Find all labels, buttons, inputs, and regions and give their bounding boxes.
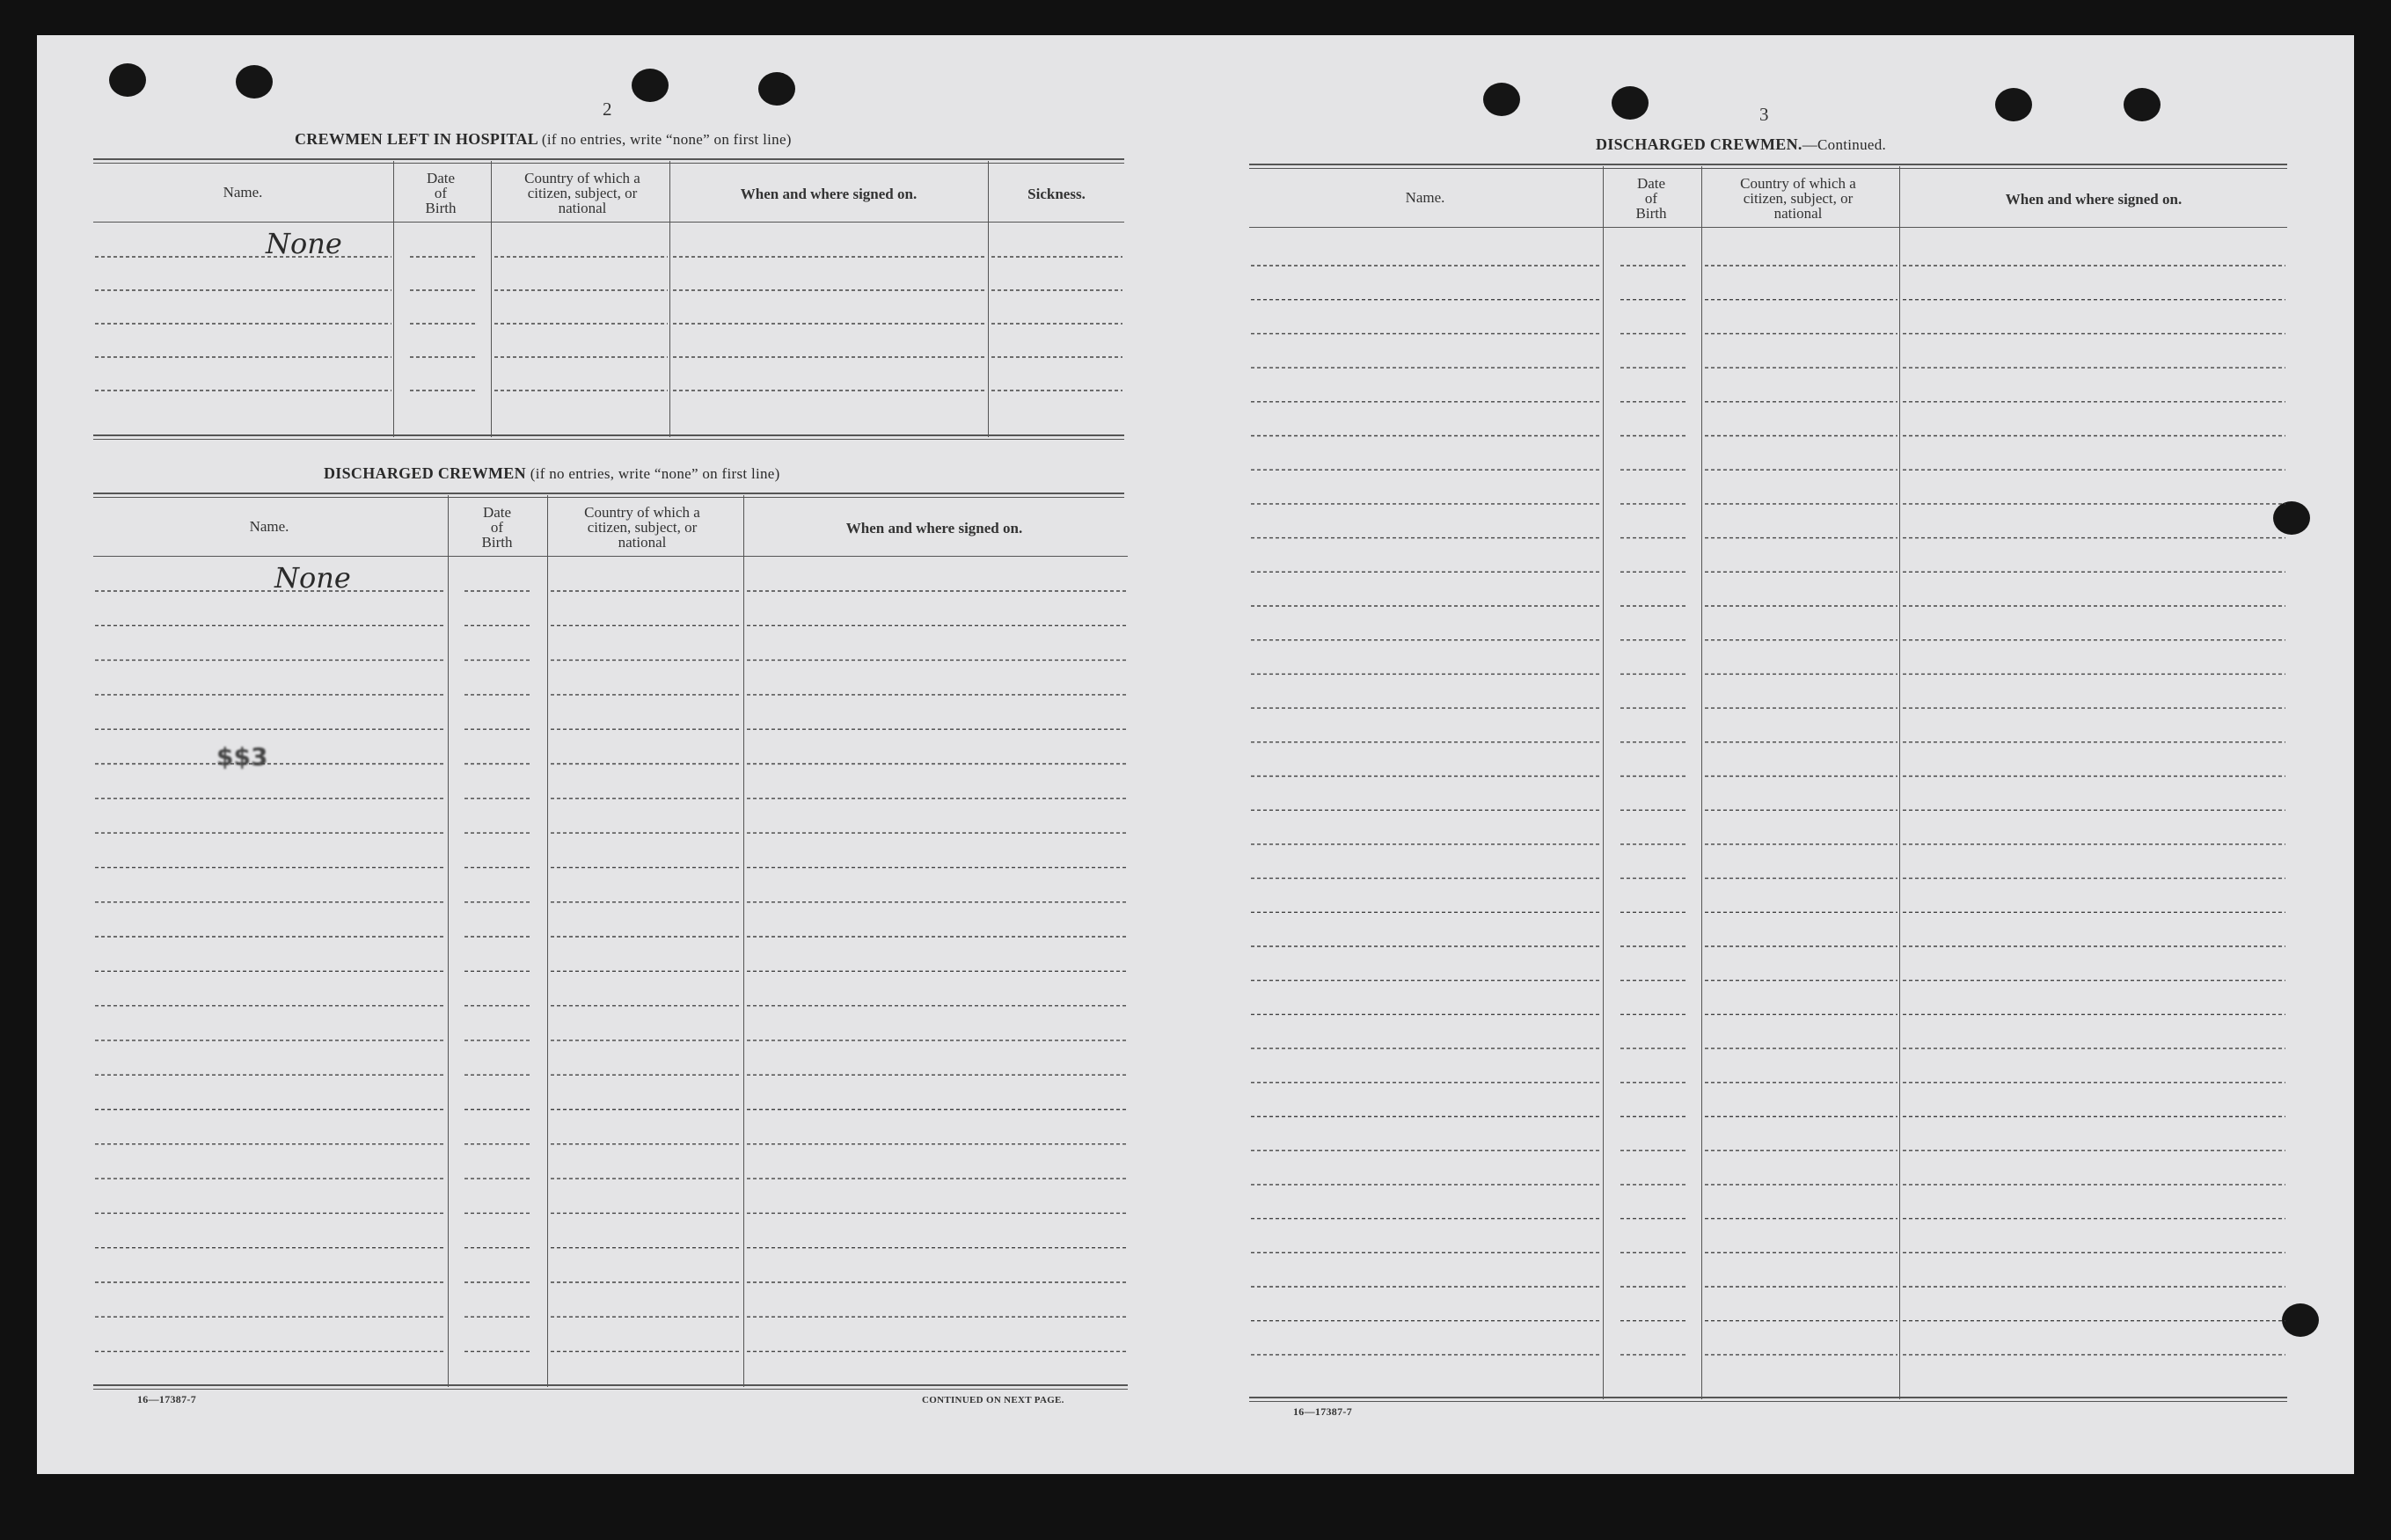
hospital-col-sickness: Sickness.	[1027, 186, 1086, 202]
right-col-signed: When and where signed on.	[2005, 191, 2183, 208]
discharged-title-text: DISCHARGED CREWMEN	[324, 464, 526, 482]
discharged-title-note: (if no entries, write “none” on first line)	[530, 465, 780, 482]
right-form-number: 16—17387-7	[1293, 1405, 1352, 1418]
right-col-country: Country of which a citizen, subject, or national	[1740, 175, 1856, 222]
hospital-col-country: Country of which a citizen, subject, or national	[524, 170, 640, 216]
hospital-col-dob: Date of Birth	[425, 170, 457, 216]
right-title-text: DISCHARGED CREWMEN.	[1596, 135, 1802, 153]
left-form-number: 16—17387-7	[137, 1393, 196, 1405]
discharged-col-signed: When and where signed on.	[845, 520, 1023, 536]
right-page-number: 3	[1759, 104, 1769, 125]
right-col-name: Name.	[1405, 189, 1445, 206]
discharged-col-dob: Date of Birth	[481, 504, 513, 551]
hospital-col-signed: When and where signed on.	[740, 186, 918, 202]
hospital-col-name: Name.	[223, 184, 263, 201]
hospital-title-note: (if no entries, write “none” on first line)	[541, 131, 792, 148]
right-col-dob: Date of Birth	[1635, 175, 1667, 222]
stamp-mark: $$3	[216, 742, 268, 771]
continued-note: CONTINUED ON NEXT PAGE.	[922, 1395, 1064, 1405]
right-title-suffix: —Continued.	[1802, 136, 1887, 153]
hospital-entry-none: None	[266, 227, 342, 260]
discharged-col-name: Name.	[249, 518, 289, 535]
discharged-col-country: Country of which a citizen, subject, or national	[584, 504, 700, 551]
discharged-entry-none: None	[274, 561, 351, 595]
left-page-number: 2	[603, 99, 612, 120]
hospital-title-text: CREWMEN LEFT IN HOSPITAL	[295, 130, 538, 148]
